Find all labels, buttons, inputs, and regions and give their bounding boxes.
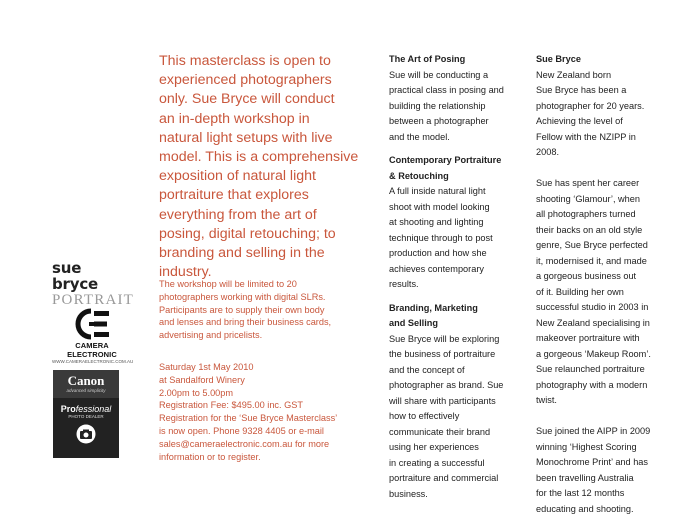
event-registration-line: Registration for the ‘Sue Bryce Masterclass’ <box>159 412 369 425</box>
intro-line: model. This is a comprehensive <box>159 148 369 167</box>
retouching-line: at shooting and lighting <box>389 215 529 231</box>
posing-heading: The Art of Posing <box>389 52 529 68</box>
canon-professional-logo <box>53 370 119 458</box>
bio-line: successful studio in 2003 in <box>536 300 686 316</box>
canon-tagline: advanced simplicity <box>53 387 119 394</box>
camera-electronic-url: WWW.CAMERAELECTRONIC.COM.AU <box>52 359 132 365</box>
bio-line: Sue joined the AIPP in 2009 <box>536 424 686 440</box>
bio-line: of it. Building her own <box>536 285 686 301</box>
bio-line: genre, Sue Bryce perfected <box>536 238 686 254</box>
event-details <box>159 361 369 463</box>
intro-paragraph <box>159 52 369 282</box>
retouching-line: achieves contemporary <box>389 262 529 278</box>
bio-line: makeover portraiture with <box>536 331 686 347</box>
bio-line: Achieving the level of <box>536 114 686 130</box>
bio-line: Fellow with the NZIPP in <box>536 130 686 146</box>
posing-line: and the model. <box>389 130 529 146</box>
branding-line: using her experiences <box>389 440 529 456</box>
professional-label <box>53 404 119 414</box>
branding-heading: and Selling <box>389 316 529 332</box>
retouching-line: technique through to post <box>389 231 529 247</box>
event-registration-line: information or to register. <box>159 451 369 464</box>
retouching-line: results. <box>389 277 529 293</box>
retouching-heading: Contemporary Portraiture <box>389 153 529 169</box>
branding-line: communicate their brand <box>389 425 529 441</box>
bio-line: New Zealand born <box>536 68 686 84</box>
photo-dealer-label: PHOTO DEALER <box>53 414 119 420</box>
branding-line: in creating a successful <box>389 456 529 472</box>
intro-line: experienced photographers <box>159 71 369 90</box>
camera-electronic-name: CAMERA ELECTRONIC <box>52 341 132 359</box>
intro-line: This masterclass is open to <box>159 52 369 71</box>
event-time: 2.00pm to 5.00pm <box>159 387 369 400</box>
bio-line: a gorgeous ‘Makeup Room’. <box>536 347 686 363</box>
bio-line: Monochrome Print’ and has <box>536 455 686 471</box>
branding-heading: Branding, Marketing <box>389 301 529 317</box>
branding-line: business. <box>389 487 529 503</box>
limit-line: advertising and pricelists. <box>159 329 369 342</box>
camera-icon <box>76 424 96 444</box>
canon-wordmark: Canon <box>53 374 119 387</box>
intro-line: only. Sue Bryce will conduct <box>159 90 369 109</box>
logo-sue-bryce-text: sue bryce <box>52 260 132 292</box>
posing-line: building the relationship <box>389 99 529 115</box>
event-registration-line: is now open. Phone 9328 4405 or e-mail <box>159 425 369 438</box>
limit-line: The workshop will be limited to 20 <box>159 278 369 291</box>
pro-suffix: fessional <box>76 404 112 414</box>
sue-bryce-bio-column <box>536 52 686 517</box>
intro-line: posing, digital retouching; to <box>159 225 369 244</box>
workshop-topics-column <box>389 52 529 502</box>
bio-line: all photographers turned <box>536 207 686 223</box>
bio-line: shooting ‘Glamour’, when <box>536 192 686 208</box>
bio-line: it, modernised it, and made <box>536 254 686 270</box>
intro-line: portraiture that explores <box>159 186 369 205</box>
bio-line: their backs on an old style <box>536 223 686 239</box>
bio-line: Sue has spent her career <box>536 176 686 192</box>
posing-line: practical class in posing and <box>389 83 529 99</box>
bio-heading: Sue Bryce <box>536 52 686 68</box>
camera-electronic-mark-icon <box>72 308 112 340</box>
bio-line: winning ‘Highest Scoring <box>536 440 686 456</box>
branding-line: and the concept of <box>389 363 529 379</box>
bio-line: photographer for 20 years. <box>536 99 686 115</box>
limit-line: and lenses and bring their business cards, <box>159 316 369 329</box>
posing-line: between a photographer <box>389 114 529 130</box>
pro-prefix: Pro <box>61 404 76 414</box>
logo-portrait-text: PORTRAIT <box>52 292 132 308</box>
branding-line: portraiture and commercial <box>389 471 529 487</box>
bio-line: for the last 12 months <box>536 486 686 502</box>
intro-line: exposition of natural light <box>159 167 369 186</box>
bio-line: photography with a modern <box>536 378 686 394</box>
intro-line: industry. <box>159 263 369 282</box>
camera-electronic-logo <box>52 308 132 365</box>
bio-line: New Zealand specialising in <box>536 316 686 332</box>
bio-line: 2008. <box>536 145 686 161</box>
branding-line: will share with participants <box>389 394 529 410</box>
bio-line: Sue relaunched portraiture <box>536 362 686 378</box>
canon-header <box>53 370 119 398</box>
event-fee: Registration Fee: $495.00 inc. GST <box>159 399 369 412</box>
branding-line: Sue Bryce will be exploring <box>389 332 529 348</box>
intro-line: an in-depth workshop in <box>159 110 369 129</box>
limit-line: Participants are to supply their own body <box>159 304 369 317</box>
event-venue: at Sandalford Winery <box>159 374 369 387</box>
event-email-line: sales@cameraelectronic.com.au for more <box>159 438 369 451</box>
limit-line: photographers working with digital SLRs. <box>159 291 369 304</box>
intro-line: everything from the art of <box>159 206 369 225</box>
branding-line: the business of portraiture <box>389 347 529 363</box>
bio-line: been travelling Australia <box>536 471 686 487</box>
posing-line: Sue will be conducting a <box>389 68 529 84</box>
retouching-line: production and how she <box>389 246 529 262</box>
sue-bryce-portrait-logo <box>52 260 132 308</box>
workshop-limit-paragraph <box>159 278 369 342</box>
bio-line: educating and shooting. <box>536 502 686 517</box>
intro-line: natural light setups with live <box>159 129 369 148</box>
retouching-heading: & Retouching <box>389 169 529 185</box>
bio-line: twist. <box>536 393 686 409</box>
intro-line: branding and selling in the <box>159 244 369 263</box>
event-date: Saturday 1st May 2010 <box>159 361 369 374</box>
bio-line: Sue Bryce has been a <box>536 83 686 99</box>
retouching-line: A full inside natural light <box>389 184 529 200</box>
retouching-line: shoot with model looking <box>389 200 529 216</box>
branding-line: photographer as brand. Sue <box>389 378 529 394</box>
branding-line: how to effectively <box>389 409 529 425</box>
bio-line: a gorgeous business out <box>536 269 686 285</box>
